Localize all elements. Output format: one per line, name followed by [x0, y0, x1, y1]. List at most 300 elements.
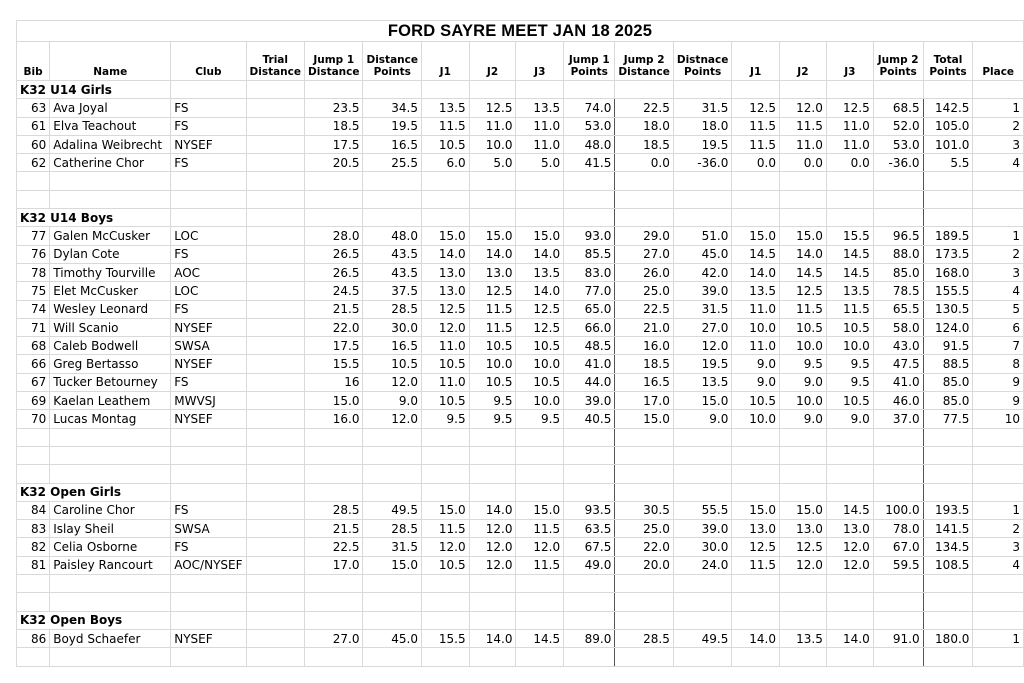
empty-cell [50, 575, 171, 593]
score-cell: 14.0 [469, 245, 516, 263]
score-cell: 53.0 [564, 117, 615, 135]
athlete-name: Celia Osborne [50, 538, 171, 556]
blank-row [17, 593, 1024, 611]
club-name: FS [171, 154, 246, 172]
empty-cell [923, 81, 973, 99]
empty-cell [973, 428, 1024, 446]
column-header: Place [973, 42, 1024, 81]
score-cell: 39.0 [564, 392, 615, 410]
empty-cell [246, 190, 304, 208]
club-name: FS [171, 538, 246, 556]
bib-number: 63 [17, 99, 50, 117]
score-cell: 155.5 [923, 282, 973, 300]
table-row [17, 520, 1024, 538]
score-cell: 15.0 [421, 501, 469, 519]
blank-row [17, 446, 1024, 464]
score-cell: 3 [973, 538, 1024, 556]
empty-cell [305, 575, 363, 593]
score-cell: 25.5 [363, 154, 422, 172]
empty-cell [171, 428, 246, 446]
empty-cell [421, 593, 469, 611]
empty-cell [673, 648, 732, 666]
empty-cell [732, 209, 780, 227]
bib-number: 82 [17, 538, 50, 556]
athlete-name: Galen McCusker [50, 227, 171, 245]
score-cell: 45.0 [363, 629, 422, 647]
score-cell: 15.0 [421, 227, 469, 245]
score-cell: 51.0 [673, 227, 732, 245]
athlete-name: Adalina Weibrecht [50, 135, 171, 153]
score-cell: 11.0 [421, 373, 469, 391]
score-cell: 22.5 [615, 300, 673, 318]
empty-cell [923, 648, 973, 666]
score-cell: 15.0 [305, 392, 363, 410]
bib-number: 62 [17, 154, 50, 172]
score-cell [246, 355, 304, 373]
score-cell: 12.0 [363, 410, 422, 428]
score-cell: 14.0 [516, 245, 564, 263]
column-header: J1 [732, 42, 780, 81]
empty-cell [732, 428, 780, 446]
empty-cell [363, 446, 422, 464]
section-title: K32 U14 Boys [17, 209, 171, 227]
athlete-name: Elet McCusker [50, 282, 171, 300]
score-cell: -36.0 [873, 154, 923, 172]
score-cell: 30.0 [673, 538, 732, 556]
empty-cell [779, 209, 826, 227]
score-cell: 10.5 [516, 337, 564, 355]
empty-cell [673, 209, 732, 227]
empty-cell [171, 593, 246, 611]
score-cell: 10 [973, 410, 1024, 428]
empty-cell [469, 446, 516, 464]
score-cell: 74.0 [564, 99, 615, 117]
score-cell: 10.0 [732, 410, 780, 428]
score-cell: 14.5 [779, 263, 826, 281]
section-title: K32 Open Boys [17, 611, 171, 629]
score-cell [246, 538, 304, 556]
score-cell: 11.5 [732, 556, 780, 574]
score-cell: 17.5 [305, 135, 363, 153]
empty-cell [673, 593, 732, 611]
empty-cell [615, 648, 673, 666]
empty-cell [673, 611, 732, 629]
score-cell: 27.0 [305, 629, 363, 647]
bib-number: 68 [17, 337, 50, 355]
score-cell: 43.0 [873, 337, 923, 355]
score-cell: 10.5 [779, 318, 826, 336]
empty-cell [923, 172, 973, 190]
empty-cell [305, 611, 363, 629]
empty-cell [564, 465, 615, 483]
score-cell: 7 [973, 337, 1024, 355]
score-cell: 14.0 [469, 501, 516, 519]
score-cell: 42.0 [673, 263, 732, 281]
empty-cell [615, 611, 673, 629]
score-cell: 8 [973, 355, 1024, 373]
empty-cell [779, 428, 826, 446]
club-name: FS [171, 117, 246, 135]
score-cell: 68.5 [873, 99, 923, 117]
column-header: Jump 2 Distance [615, 42, 673, 81]
empty-cell [826, 465, 873, 483]
score-cell: 11.5 [469, 318, 516, 336]
club-name: LOC [171, 282, 246, 300]
empty-cell [973, 81, 1024, 99]
score-cell: 78.5 [873, 282, 923, 300]
empty-cell [779, 172, 826, 190]
score-cell: 11.0 [469, 117, 516, 135]
score-cell [246, 99, 304, 117]
blank-row [17, 172, 1024, 190]
score-cell: 21.0 [615, 318, 673, 336]
empty-cell [171, 483, 246, 501]
score-cell: 12.5 [826, 99, 873, 117]
empty-cell [779, 446, 826, 464]
score-cell [246, 117, 304, 135]
club-name: AOC [171, 263, 246, 281]
empty-cell [17, 465, 50, 483]
score-cell: 25.0 [615, 282, 673, 300]
empty-cell [171, 575, 246, 593]
score-cell [246, 300, 304, 318]
score-cell: 11.5 [732, 117, 780, 135]
column-header: Name [50, 42, 171, 81]
empty-cell [973, 209, 1024, 227]
column-header: Total Points [923, 42, 973, 81]
table-row [17, 99, 1024, 117]
table-row [17, 501, 1024, 519]
table-row [17, 556, 1024, 574]
empty-cell [516, 446, 564, 464]
empty-cell [673, 575, 732, 593]
empty-cell [17, 428, 50, 446]
score-cell: 141.5 [923, 520, 973, 538]
athlete-name: Greg Bertasso [50, 355, 171, 373]
table-row [17, 135, 1024, 153]
empty-cell [17, 172, 50, 190]
score-cell: 31.5 [673, 99, 732, 117]
empty-cell [246, 172, 304, 190]
section-row [17, 81, 1024, 99]
empty-cell [973, 575, 1024, 593]
score-cell: 4 [973, 282, 1024, 300]
empty-cell [732, 648, 780, 666]
empty-cell [923, 465, 973, 483]
score-cell: 19.5 [673, 135, 732, 153]
score-cell: 15.0 [516, 501, 564, 519]
score-cell: 65.5 [873, 300, 923, 318]
empty-cell [469, 81, 516, 99]
score-cell: 11.0 [732, 300, 780, 318]
score-cell: 15.5 [826, 227, 873, 245]
results-spreadsheet [16, 20, 1024, 667]
athlete-name: Paisley Rancourt [50, 556, 171, 574]
score-cell: 85.0 [923, 392, 973, 410]
score-cell: 93.0 [564, 227, 615, 245]
score-cell: 10.5 [421, 355, 469, 373]
section-row [17, 611, 1024, 629]
empty-cell [732, 190, 780, 208]
empty-cell [873, 611, 923, 629]
column-header: Trial Distance [246, 42, 304, 81]
score-cell [246, 520, 304, 538]
empty-cell [732, 81, 780, 99]
empty-cell [873, 428, 923, 446]
score-cell: 11.0 [516, 135, 564, 153]
empty-cell [421, 575, 469, 593]
score-cell: 9.0 [779, 410, 826, 428]
score-cell [246, 373, 304, 391]
bib-number: 83 [17, 520, 50, 538]
score-cell: 11.5 [516, 520, 564, 538]
table-row [17, 282, 1024, 300]
score-cell: 48.5 [564, 337, 615, 355]
bib-number: 67 [17, 373, 50, 391]
score-cell: 65.0 [564, 300, 615, 318]
empty-cell [826, 81, 873, 99]
score-cell: 12.0 [363, 373, 422, 391]
empty-cell [305, 209, 363, 227]
score-cell: 12.0 [779, 99, 826, 117]
empty-cell [421, 648, 469, 666]
club-name: SWSA [171, 520, 246, 538]
score-cell: 28.5 [363, 520, 422, 538]
section-title: K32 Open Girls [17, 483, 171, 501]
score-cell: 12.5 [421, 300, 469, 318]
score-cell: 14.0 [732, 629, 780, 647]
empty-cell [973, 648, 1024, 666]
empty-cell [732, 465, 780, 483]
score-cell: 24.5 [305, 282, 363, 300]
score-cell: 11.0 [826, 117, 873, 135]
empty-cell [615, 172, 673, 190]
score-cell: 96.5 [873, 227, 923, 245]
score-cell: 13.0 [779, 520, 826, 538]
score-cell: 15.0 [615, 410, 673, 428]
score-cell: 9.5 [826, 355, 873, 373]
empty-cell [421, 483, 469, 501]
blank-row [17, 190, 1024, 208]
empty-cell [50, 190, 171, 208]
empty-cell [779, 81, 826, 99]
column-header: J2 [469, 42, 516, 81]
blank-row [17, 428, 1024, 446]
score-cell: 3 [973, 135, 1024, 153]
bib-number: 69 [17, 392, 50, 410]
bib-number: 70 [17, 410, 50, 428]
table-row [17, 392, 1024, 410]
score-cell: 12.5 [732, 538, 780, 556]
score-cell: 12.5 [469, 99, 516, 117]
score-cell: 85.0 [873, 263, 923, 281]
score-cell: 14.5 [826, 245, 873, 263]
score-cell: 13.0 [469, 263, 516, 281]
score-cell: 43.5 [363, 245, 422, 263]
score-cell: 6.0 [421, 154, 469, 172]
empty-cell [779, 611, 826, 629]
score-cell: 15.5 [305, 355, 363, 373]
score-cell: 15.0 [732, 227, 780, 245]
empty-cell [673, 446, 732, 464]
bib-number: 76 [17, 245, 50, 263]
empty-cell [171, 465, 246, 483]
empty-cell [615, 190, 673, 208]
score-cell: 124.0 [923, 318, 973, 336]
score-cell: 11.0 [732, 337, 780, 355]
empty-cell [826, 648, 873, 666]
score-cell: 189.5 [923, 227, 973, 245]
empty-cell [363, 428, 422, 446]
score-cell: 13.0 [732, 520, 780, 538]
score-cell: 28.5 [363, 300, 422, 318]
table-row [17, 355, 1024, 373]
score-cell: 108.5 [923, 556, 973, 574]
score-cell: 77.0 [564, 282, 615, 300]
empty-cell [363, 209, 422, 227]
empty-cell [973, 465, 1024, 483]
score-cell: 28.5 [305, 501, 363, 519]
score-cell: 12.0 [826, 556, 873, 574]
score-cell: 22.0 [305, 318, 363, 336]
empty-cell [564, 172, 615, 190]
score-cell: 11.5 [732, 135, 780, 153]
score-cell: 11.0 [779, 135, 826, 153]
empty-cell [50, 446, 171, 464]
score-cell: 12.0 [421, 538, 469, 556]
score-cell: 12.5 [779, 282, 826, 300]
score-cell [246, 154, 304, 172]
score-cell: 14.5 [826, 501, 873, 519]
empty-cell [421, 446, 469, 464]
empty-cell [826, 575, 873, 593]
score-cell: 20.5 [305, 154, 363, 172]
score-cell: 15.0 [779, 501, 826, 519]
empty-cell [516, 209, 564, 227]
score-cell: 14.0 [732, 263, 780, 281]
score-cell: 67.0 [873, 538, 923, 556]
score-cell: 24.0 [673, 556, 732, 574]
score-cell [246, 629, 304, 647]
score-cell: 0.0 [615, 154, 673, 172]
score-cell: 11.5 [826, 300, 873, 318]
empty-cell [615, 209, 673, 227]
club-name: NYSEF [171, 318, 246, 336]
score-cell: 48.0 [564, 135, 615, 153]
score-cell: 10.0 [732, 318, 780, 336]
empty-cell [923, 209, 973, 227]
score-cell: 11.5 [421, 520, 469, 538]
empty-cell [50, 648, 171, 666]
score-cell: 3 [973, 263, 1024, 281]
score-cell: 10.0 [779, 337, 826, 355]
empty-cell [973, 611, 1024, 629]
empty-cell [673, 172, 732, 190]
score-cell: 16.5 [363, 337, 422, 355]
score-cell: 10.0 [469, 135, 516, 153]
empty-cell [923, 483, 973, 501]
title-row [17, 21, 1024, 42]
score-cell: 10.5 [732, 392, 780, 410]
empty-cell [923, 593, 973, 611]
empty-cell [421, 465, 469, 483]
empty-cell [615, 81, 673, 99]
score-cell: 17.5 [305, 337, 363, 355]
score-cell: 13.0 [421, 263, 469, 281]
table-row [17, 373, 1024, 391]
column-header: J3 [516, 42, 564, 81]
bib-number: 75 [17, 282, 50, 300]
score-cell: 9.5 [469, 392, 516, 410]
score-cell: 41.0 [873, 373, 923, 391]
athlete-name: Caleb Bodwell [50, 337, 171, 355]
score-cell [246, 227, 304, 245]
empty-cell [564, 209, 615, 227]
score-cell: 10.5 [421, 135, 469, 153]
score-cell: 1 [973, 501, 1024, 519]
empty-cell [305, 483, 363, 501]
score-cell [246, 263, 304, 281]
empty-cell [615, 446, 673, 464]
empty-cell [246, 81, 304, 99]
score-cell: 193.5 [923, 501, 973, 519]
empty-cell [615, 575, 673, 593]
score-cell: 53.0 [873, 135, 923, 153]
score-cell [246, 410, 304, 428]
athlete-name: Ava Joyal [50, 99, 171, 117]
score-cell: 14.5 [732, 245, 780, 263]
empty-cell [50, 172, 171, 190]
bib-number: 84 [17, 501, 50, 519]
empty-cell [246, 446, 304, 464]
empty-cell [421, 81, 469, 99]
score-cell: 93.5 [564, 501, 615, 519]
score-cell: 12.0 [421, 318, 469, 336]
score-cell: 0.0 [779, 154, 826, 172]
score-cell: 10.5 [469, 337, 516, 355]
empty-cell [779, 483, 826, 501]
score-cell: 22.0 [615, 538, 673, 556]
score-cell [246, 337, 304, 355]
score-cell: -36.0 [673, 154, 732, 172]
score-cell: 9.0 [779, 373, 826, 391]
score-cell: 49.5 [673, 629, 732, 647]
score-cell: 11.0 [826, 135, 873, 153]
empty-cell [469, 209, 516, 227]
score-cell: 14.5 [826, 263, 873, 281]
empty-cell [973, 593, 1024, 611]
empty-cell [17, 648, 50, 666]
empty-cell [516, 428, 564, 446]
score-cell: 13.5 [516, 99, 564, 117]
score-cell: 88.5 [923, 355, 973, 373]
score-cell: 11.5 [469, 300, 516, 318]
empty-cell [516, 483, 564, 501]
score-cell: 30.5 [615, 501, 673, 519]
score-cell: 13.5 [779, 629, 826, 647]
score-cell: 9.0 [732, 355, 780, 373]
score-cell: 13.5 [826, 282, 873, 300]
score-cell: 5 [973, 300, 1024, 318]
empty-cell [615, 465, 673, 483]
empty-cell [305, 648, 363, 666]
score-cell: 12.0 [469, 556, 516, 574]
score-cell: 14.0 [469, 629, 516, 647]
empty-cell [873, 648, 923, 666]
empty-cell [469, 465, 516, 483]
empty-cell [615, 593, 673, 611]
sheet-title: FORD SAYRE MEET JAN 18 2025 [17, 21, 1024, 42]
